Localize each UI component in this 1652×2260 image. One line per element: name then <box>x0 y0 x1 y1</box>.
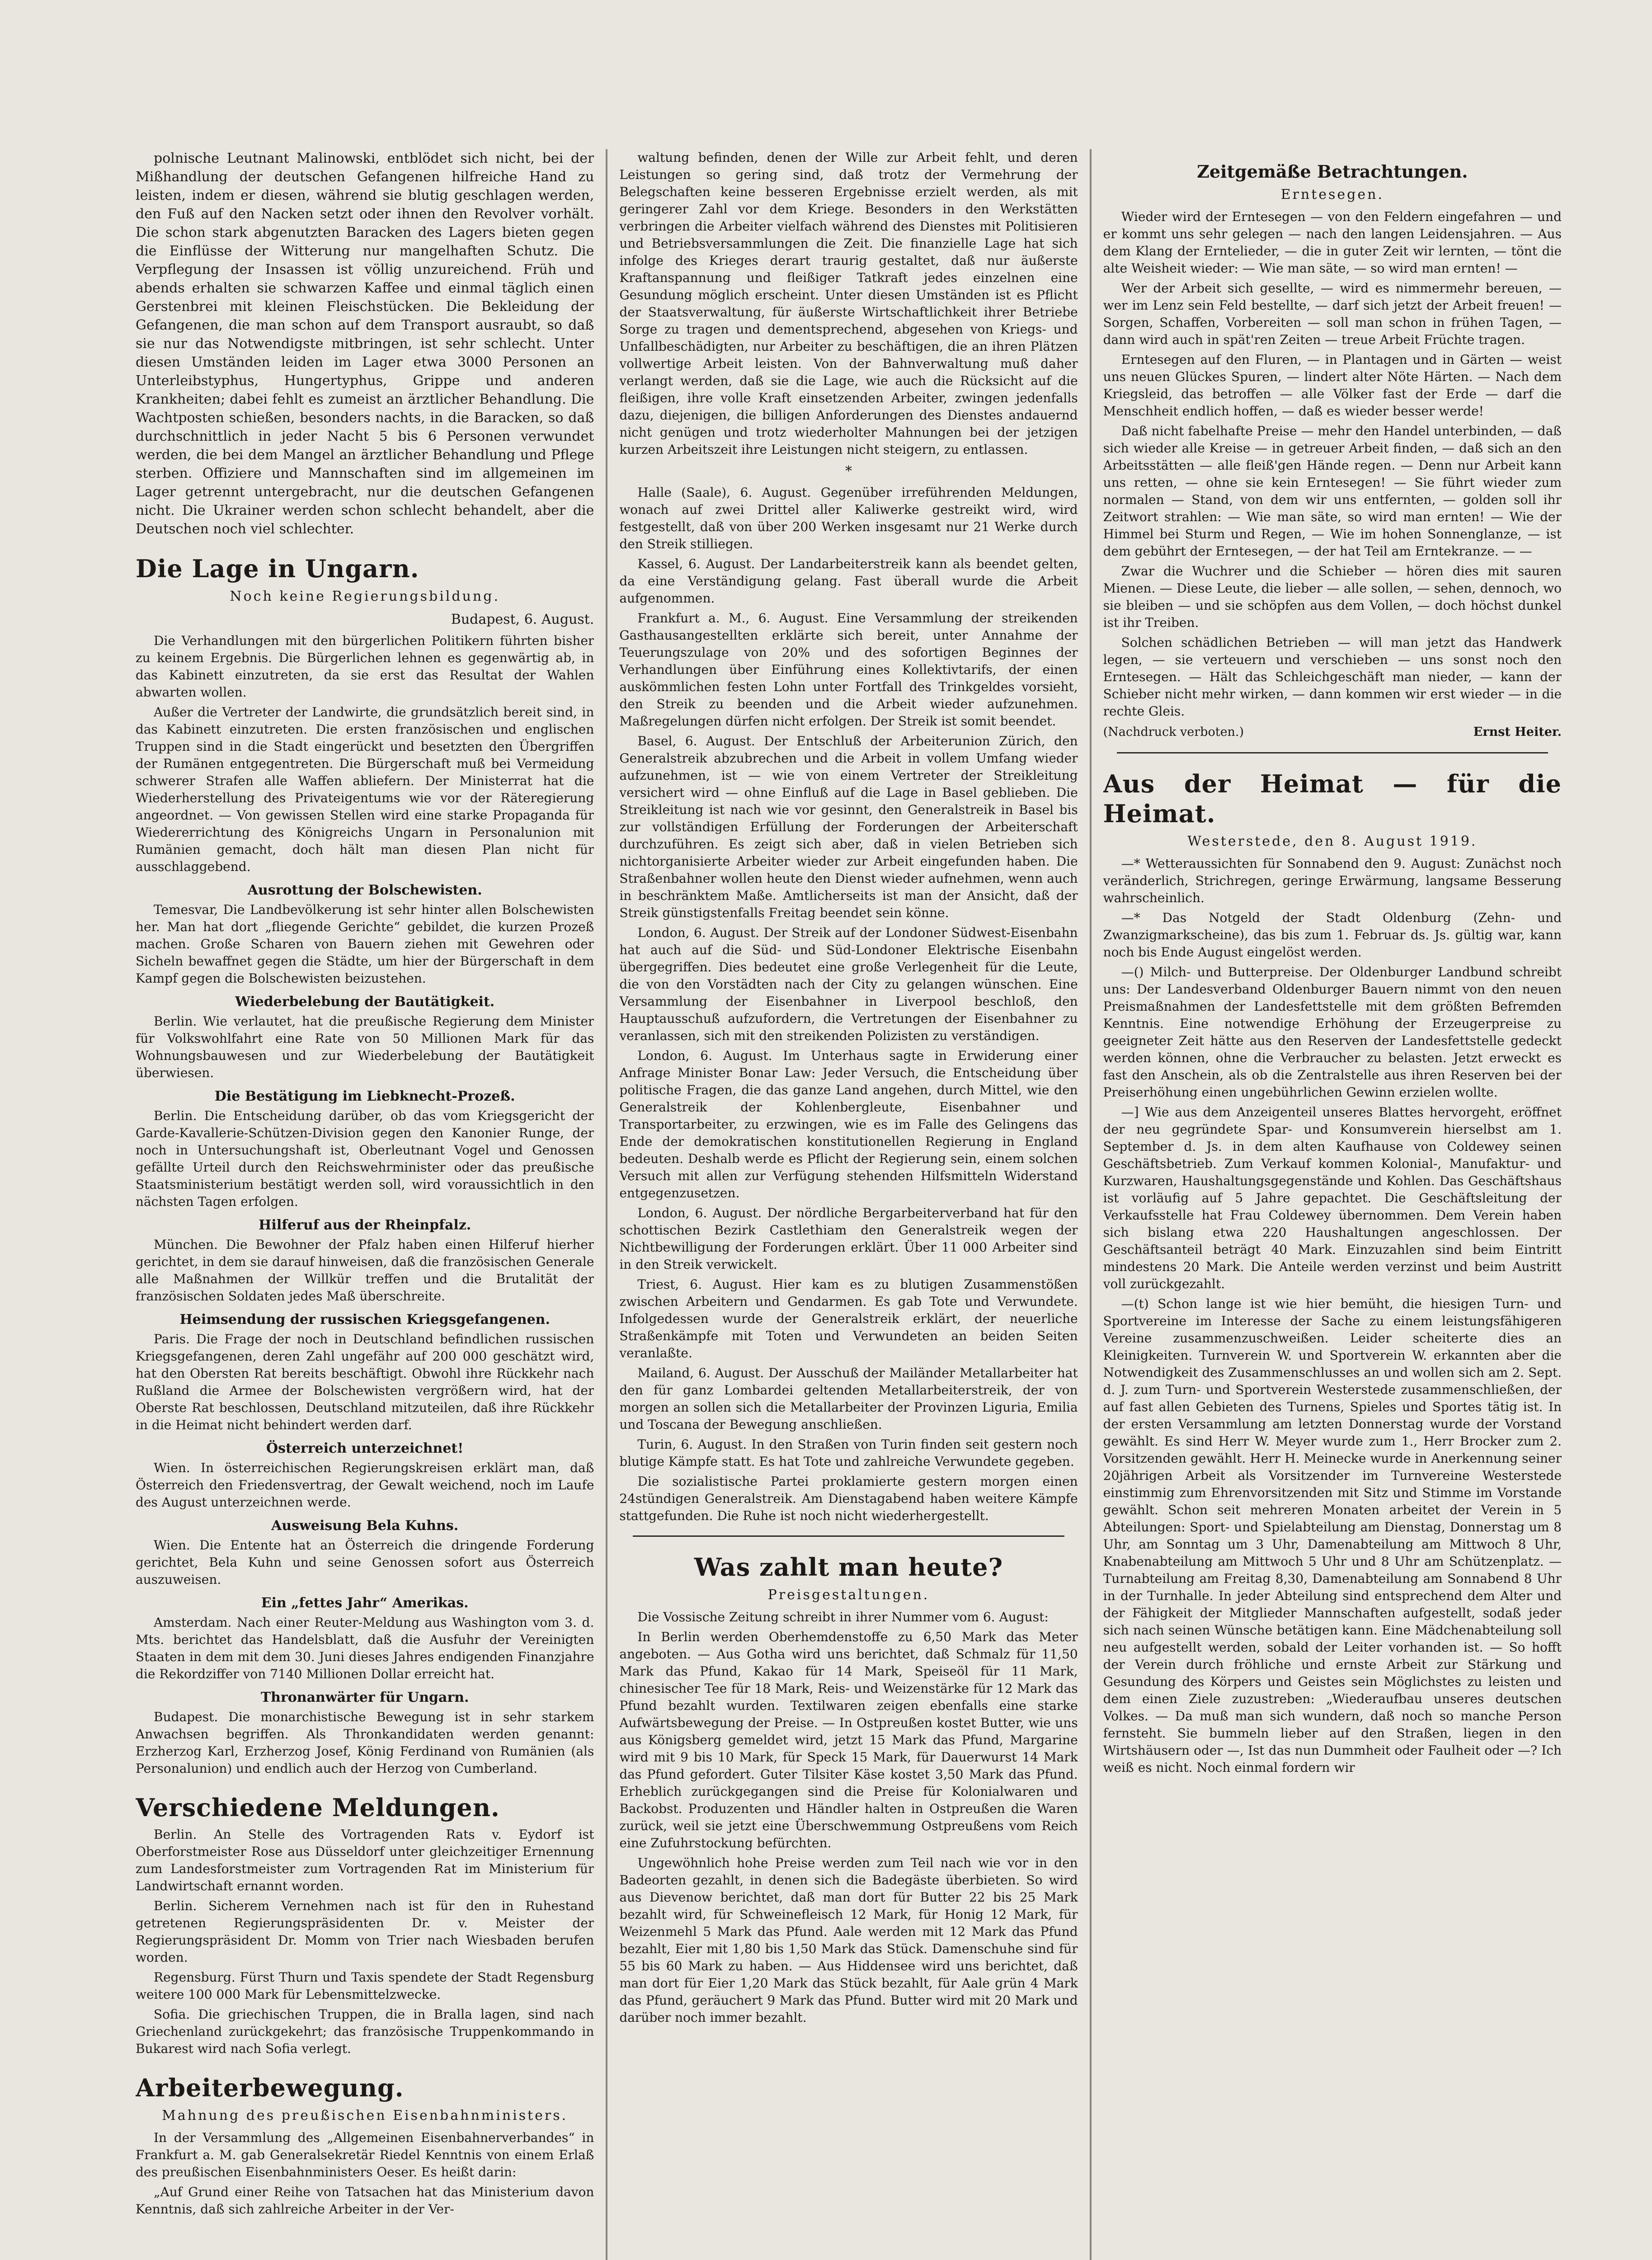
byline <box>1103 723 1562 741</box>
article-text: „Auf Grund einer Reihe von Tatsachen hat das Ministerium davon Kenntnis, daß sich zahlreiche Arbeiter in der Ver- <box>136 2185 594 2217</box>
article-text: Berlin. An Stelle des Vortragenden Rats v. Eydorf ist Oberforstmeister Rose aus Düsseldorf unter gleichzeitiger Ernennung zum Landesforstmeister zum Vortragenden Rat im Ministerium für Landwirtschaft ernannt worden. <box>136 1827 594 1893</box>
article-text: In der Versammlung des „Allgemeinen Eisenbahnerverbandes“ in Frankfurt a. M. gab Generalsekretär Riedel Kenntnis von einem Erlaß des preußischen Eisenbahnministers Oeser. Es heißt darin: <box>136 2130 594 2180</box>
article-text: Frankfurt a. M., 6. August. Eine Versammlung der streikenden Gasthausangestellten erklärte sich bereit, unter Annahme der Teuerungszulage von 20% und des sofortigen Beginnes der Verhandlungen über Einführung eines Kollektivtarifs, der einen auskömmlichen festen Lohn unter Fortfall des Trinkgeldes vorsieht, den Streik zu beenden und die Arbeit wieder aufzunehmen. Maßregelungen dürfen nicht erfolgen. Der Streik ist somit beendet. <box>619 611 1078 729</box>
article-text: —(t) Schon lange ist wie hier bemüht, die hiesigen Turn- und Sportvereine im Interesse der Sache zu einem leistungsfähigeren Vereine zusammenzuschweißen. Leider scheiterte dies an Kleinigkeiten. Turnverein W. und Sportverein W. erkannten aber die Notwendigkeit des Zusammenschlusses an und wollen sich am 2. Sept. d. J. zum Turn- und Sportverein Westerstede zusammenschließen, der auf fast allen Gebieten des Turnens, Spieles und Sportes tätig ist. In der ersten Versammlung am letzten Donnerstag wurde der Vorstand gewählt. Es sind Herr W. Meyer wurde zum 1., Herr Brocker zum 2. Vorsitzenden gewählt. Herr H. Meinecke wurde in Anerkennung seiner 20jährigen Arbeit als Vorsitzender im Turnvereine Westerstede einstimmig zum Ehrenvorsitzenden mit Sitz und Stimme im Vorstande gewählt. Schon seit mehreren Monaten arbeitet der Verein in 5 Abteilungen: Sport- und Spielabteilung am Dienstag, Donnerstag um 8 Uhr, am Sonntag um 3 Uhr, Damenabteilung am Mittwoch 8 Uhr, Knabenabteilung am Mittwoch 5 Uhr und 8 Uhr am Schützenplatz. — Turnabteilung am Freitag 8,30, Damenabteilung am Sonnabend 8 Uhr in der Turnhalle. In jeder Abteilung sind entsprechend dem Alter und der Fähigkeit der Mitglieder Mannschaften aufgestellt, sodaß jeder sich nach seinen Wünsche betätigen kann. Eine Mädchenabteilung soll neu aufgestellt werden, sobald der Leiter vorhanden ist. — So hofft der Verein durch fröhliche und ernste Arbeit zur Stärkung und Gesundung des Körpers und Geistes sein Möglichstes zu leisten und dem einen Ziele zuzustreben: „Wiederaufbau unseres deutschen Volkes. — Da muß man sich wundern, daß noch so manche Person fernsteht. Sie bummeln lieber auf den Straßen, liegen in den Wirtshäusern oder —, Ist das nun Dummheit oder Faulheit oder —? Ich weiß es nicht. Noch einmal fordern wir <box>1103 1296 1562 1775</box>
headline-aus-der-heimat: Aus der Heimat — für die Heimat. <box>1103 769 1562 828</box>
article-text: Regensburg. Fürst Thurn und Taxis spendete der Stadt Regensburg weitere 100 000 Mark für Lebensmittelzwecke. <box>136 1970 594 2002</box>
article-text: Paris. Die Frage der noch in Deutschland befindlichen russischen Kriegsgefangenen, deren Zahl ungefähr auf 200 000 geschätzt wird, hat den Obersten Rat bereits beschäftigt. Obwohl ihre Rückkehr nach Rußland die Armee der Bolschewisten vergrößern wird, hat der Oberste Rat beschlossen, Deutschland mitzuteilen, daß ihre Rückkehr in die Heimat nicht behindert werden darf. <box>136 1332 594 1432</box>
article-text: Budapest. Die monarchistische Bewegung ist in sehr starkem Anwachsen begriffen. Als Thronkandidaten werden genannt: Erzherzog Karl, Erzherzog Josef, König Ferdinand von Rumänien (als Personalunion) und endlich auch der Herzog von Cumberland. <box>136 1709 594 1776</box>
article-text: Sofia. Die griechischen Truppen, die in Bralla lagen, sind nach Griechenland zurückgekehrt; das französische Truppenkommando in Bukarest wird nach Sofia verlegt. <box>136 2007 594 2056</box>
subheadline: Ausrottung der Bolschewisten. <box>247 882 482 898</box>
article-text: London, 6. August. Im Unterhaus sagte in Erwiderung einer Anfrage Minister Bonar Law: Jeder Versuch, die Entscheidung über politische Fragen, die das ganze Land angehen, durch Mittel, wie den Generalstreik der Kohlenbergleute, Eisenbahner und Transportarbeiter, zu erzwingen, wie es im Falle des Gelingens das Ende der demokratischen konstitutionellen Regierung in England bedeuten. Deshalb werde es Pflicht der Regierung sein, einem solchen Versuch mit allen zur Verfügung stehenden Hilfsmitteln Widerstand entgegenzusetzen. <box>619 1048 1078 1201</box>
column-divider <box>606 149 607 2260</box>
subheadline: Österreich unterzeichnet! <box>266 1441 464 1456</box>
article-text: Triest, 6. August. Hier kam es zu blutigen Zusammenstößen zwischen Arbeitern und Gendarmen. Es gab Tote und Verwundete. Infolgedessen wurde der Generalstreik erklärt, der neuerliche Straßenkämpfe mit Toten und Verwundeten an beiden Seiten veranlaßte. <box>619 1277 1078 1361</box>
article-text: Mailand, 6. August. Der Ausschuß der Mailänder Metallarbeiter hat den für ganz Lombardei geltenden Metallarbeiterstreik, der von morgen an sollen sich die Metallarbeiter der Provinzen Liguria, Emilia und Toscana der Bewegung anschließen. <box>619 1365 1078 1432</box>
article-text: London, 6. August. Der Streik auf der Londoner Südwest-Eisenbahn hat auch auf die Süd- und Süd-Londoner Elektrische Eisenbahn übergegriffen. Dies bedeutet eine große Verlegenheit für die Leute, die von den Vorstädten nach der City zu gelangen wünschen. Eine Versammlung der Eisenbahner in Liverpool beschloß, den Hauptausschuß aufzufordern, die Vertretungen der Eisenbahner zu veranlassen, sich mit den streikenden Polizisten zu verständigen. <box>619 925 1078 1043</box>
article-text: London, 6. August. Der nördliche Bergarbeiterverband hat für den schottischen Bezirk Castlethiam den Generalstreik wegen der Nichtbewilligung der Forderungen erklärt. Über 11 000 Arbeiter sind in den Streik verwickelt. <box>619 1205 1078 1272</box>
poem-stanza: Wer der Arbeit sich gesellte, — wird es nimmermehr bereuen, — wer im Lenz sein Feld bestellte, — darf sich jetzt der Arbeit freuen! — Sorgen, Schaffen, Vorbereiten — soll man schon in frühen Tagen, — dann wird auch in spät'ren Zeiten — treue Arbeit Früchte tragen. <box>1103 281 1562 347</box>
subheadline: Die Bestätigung im Liebknecht-Prozeß. <box>214 1088 515 1104</box>
article-text: Wien. Die Entente hat an Österreich die dringende Forderung gerichtet, Bela Kuhn und seine Genossen sofort aus Österreich auszuweisen. <box>136 1538 594 1587</box>
newspaper-page <box>136 149 1562 2260</box>
article-text: Die Verhandlungen mit den bürgerlichen Politikern führten bisher zu keinem Ergebnis. Die Bürgerlichen lehnen es gegenwärtig ab, in das Kabinett einzutreten, da sie erst das Resultat der Wahlen abwarten wollen. <box>136 633 594 700</box>
article-text: Die Vossische Zeitung schreibt in ihrer Nummer vom 6. August: <box>637 1610 1049 1624</box>
subheadline: Mahnung des preußischen Eisenbahnministers. <box>162 2108 568 2123</box>
headline-ungarn: Die Lage in Ungarn. <box>136 554 419 583</box>
poem-stanza: Zwar die Wuchrer und die Schieber — hören dies mit sauren Mienen. — Diese Leute, die lieber — alle sollen, — sehen, dennoch, wo sie bleiben — und sie schöpfen aus dem Vollen, — doch höchst dunkel ist ihr Treiben. <box>1103 564 1562 630</box>
article-text: Kassel, 6. August. Der Landarbeiterstreik kann als beendet gelten, da eine Verständigung gelang. Fast überall wurde die Arbeit aufgenommen. <box>619 556 1078 606</box>
column-2 <box>619 149 1078 2260</box>
article-text: Amsterdam. Nach einer Reuter-Meldung aus Washington vom 3. d. Mts. berichtet das Handelsblatt, daß die Ausfuhr der Vereinigten Staaten in dem mit dem 30. Juni dieses Jahres endigenden Finanzjahre die Rekordziffer von 7140 Millionen Dollar erreicht hat. <box>136 1615 594 1681</box>
column-3 <box>1103 149 1562 2260</box>
article-text: Wien. In österreichischen Regierungskreisen erklärt man, daß Österreich den Friedensvertrag, der Gewalt weichend, noch im Laufe des August unterzeichnen werde. <box>136 1460 594 1510</box>
subheadline: Erntesegen. <box>1280 187 1384 202</box>
headline-verschiedene: Verschiedene Meldungen. <box>136 1793 500 1822</box>
article-text: Berlin. Wie verlautet, hat die preußische Regierung dem Minister für Volkswohlfahrt eine Rate von 50 Millionen Mark für das Wohnungsbauwesen und zur Wiederbelebung der Bautätigkeit überwiesen. <box>136 1014 594 1080</box>
dateline: Budapest, 6. August. <box>451 612 594 627</box>
author-name: Ernst Heiter. <box>1473 725 1562 739</box>
poem-stanza: Erntesegen auf den Fluren, — in Plantagen und in Gärten — weist uns neuen Glückes Spuren, — lindert alter Nöte Härten. — Nach dem Kriegsleid, das betroffen — alle Völker fast der Erde — darf die Menschheit endlich hoffen, — daß es wieder besser werde! <box>1103 352 1562 419</box>
column-divider <box>1090 149 1092 2260</box>
headline-was-zahlt-man: Was zahlt man heute? <box>694 1553 1003 1582</box>
section-star: * <box>845 463 852 479</box>
article-text: München. Die Bewohner der Pfalz haben einen Hilferuf hierher gerichtet, in dem sie darauf hinweisen, daß die französischen Generale alle Maßnahmen der Willkür treffen und die Brutalität der französischen Soldaten jedes Maß überschreite. <box>136 1237 594 1304</box>
reprint-note: (Nachdruck verboten.) <box>1103 725 1244 739</box>
article-text: —] Wie aus dem Anzeigenteil unseres Blattes hervorgeht, eröffnet der neu gegründete Spar- und Konsumverein hierselbst am 1. September d. Js. in dem alten Kaufhause von Coldewey seinen Geschäftsbetrieb. Zum Verkauf kommen Kolonial-, Manufaktur- und Kurzwaren, Haushaltungsgegenstände und Kohlen. Das Geschäftshaus ist vorläufig auf 5 Jahre gepachtet. Die Geschäftsleitung der Verkaufsstelle hat Frau Coldewey übernommen. Dem Verein haben sich bislang etwa 220 Haushaltungen angeschlossen. Der Geschäftsanteil beträgt 40 Mark. Einzuzahlen sind beim Eintritt mindestens 20 Mark. Die Anteile werden verzinst und beim Austritt voll zurückgezahlt. <box>1103 1105 1562 1291</box>
article-text: Die sozialistische Partei proklamierte gestern morgen einen 24stündigen Generalstreik. Am Dienstagabend haben weitere Kämpfe stattgefunden. Die Ruhe ist noch nicht wiederhergestellt. <box>619 1474 1078 1523</box>
column-1 <box>136 149 594 2260</box>
article-text: In Berlin werden Oberhemdenstoffe zu 6,50 Mark das Meter angeboten. — Aus Gotha wird uns berichtet, daß Schmalz für 11,50 Mark das Pfund, Kakao für 14 Mark, Speiseöl für 11 Mark, chinesischer Tee für 18 Mark, Reis- und Weizenstärke für 12 Mark das Pfund bezahlt wurden. Textilwaren zeigen ebenfalls eine starke Aufwärtsbewegung der Preise. — In Ostpreußen kostet Butter, wie uns aus Königsberg gemeldet wird, jetzt 15 Mark das Pfund, Margarine wird mit 9 bis 10 Mark, für Speck 15 Mark, für Dauerwurst 14 Mark das Pfund gefordert. Guter Tilsiter Käse kostet 3,50 Mark das Pfund. Erheblich zurückgegangen sind die Preise für Kolonialwaren und Backobst. Produzenten und Händler halten in Ostpreußen die Waren zurück, weil sie jetzt eine Überschwemmung Ostpreußens vom Reich eine Zufuhrstockung befürchten. <box>619 1629 1078 1850</box>
poem-stanza: Daß nicht fabelhafte Preise — mehr den Handel unterbinden, — daß sich wieder alle Kreise — in getreuer Arbeit finden, — daß sich an den Arbeitsstätten — alle fleiß'gen Hände regen. — Denn nur Arbeit kann uns retten, — ohne sie kein Erntesegen! — Sie führt wieder zum normalen — Stand, von dem wir uns entfernten, — golden soll ihr Zeitwort strahlen: — Wie man säte, so wird man ernten! — Wie der Himmel bei Sturm und Regen, — Wie im hohen Sonnenglanze, — ist dem gebührt der Erntesegen, — der hat Teil am Erntekranze. — — <box>1103 424 1562 559</box>
section-divider <box>1117 752 1548 753</box>
article-text: Temesvar, Die Landbevölkerung ist sehr hinter allen Bolschewisten her. Man hat dort „fliegende Gerichte“ gebildet, die kurzen Prozeß machen. Große Scharen von Bauern ziehen mit Gewehren oder Sicheln bewaffnet gegen die Städte, um hier der Bürgerschaft in dem Kampf gegen die Bolschewisten beizustehen. <box>136 902 594 986</box>
subheadline: Wiederbelebung der Bautätigkeit. <box>235 994 495 1010</box>
section-divider <box>633 1535 1064 1537</box>
article-text: Turin, 6. August. In den Straßen von Turin finden seit gestern noch blutige Kämpfe statt. Es hat Tote und zahlreiche Verwundete gegeben. <box>619 1437 1078 1469</box>
subheadline: Hilferuf aus der Rheinpfalz. <box>259 1217 471 1233</box>
article-text: polnische Leutnant Malinowski, entblödet sich nicht, bei der Mißhandlung der deutschen Gefangenen hilfreiche Hand zu leisten, indem er diesen, während sie blutig geschlagen werden, den Fuß auf den Nacken setzt oder ihnen den Revolver vorhält. Die schon stark abgenutzten Baracken des Lagers bieten gegen die Einflüsse der Witterung nur mangelhaften Schutz. Die Verpflegung der Insassen ist völlig unzureichend. Früh und abends erhalten sie schwarzen Kaffee und einmal täglich einen Gerstenbrei mit kleinen Fleischstücken. Die Bekleidung der Gefangenen, die man schon auf dem Transport ausraubt, so daß sie nur das Notwendigste mitbringen, ist sehr schlecht. Unter diesen Umständen leiden im Lager etwa 3000 Personen an Unterleibstyphus, Hungertyphus, Grippe und anderen Krankheiten; dabei fehlt es zumeist an ärztlicher Behandlung. Die Wachtposten schießen, besonders nachts, in die Baracken, so daß durchschnittlich in jeder Nacht 5 bis 6 Personen verwundet werden, die bei dem Mangel an ärztlicher Behandlung und Pflege sterben. Offiziere und Mannschaften sind im allgemeinen im Lager getrennt untergebracht, nur die deutschen Gefangenen nicht. Die Ukrainer werden schon schlecht behandelt, aber die Deutschen noch viel schlechter. <box>136 151 594 537</box>
poem-stanza: Solchen schädlichen Betrieben — will man jetzt das Handwerk legen, — sie verteuern und verschieben — uns sonst noch den Erntesegen. — Hält das Schleichgeschäft man nieder, — kann der Schieber nicht mehr wirken, — dann kommen wir erst wieder — in die rechte Gleis. <box>1103 635 1562 719</box>
article-text: —* Wetteraussichten für Sonnabend den 9. August: Zunächst noch veränderlich, Strichregen, geringe Erwärmung, langsame Besserung wahrscheinlich. <box>1103 856 1562 905</box>
article-text: Ungewöhnlich hohe Preise werden zum Teil nach wie vor in den Badeorten gezahlt, in denen sich die Badegäste überbieten. So wird aus Dievenow berichtet, daß man dort für Butter 22 bis 25 Mark bezahlt wird, für Schweinefleisch 12 Mark, für Honig 12 Mark, für Weizenmehl 5 Mark das Pfund. Aale werden mit 12 Mark das Pfund bezahlt, Eier mit 1,80 bis 1,50 Mark das Stück. Damenschuhe sind für 55 bis 60 Mark zu haben. — Aus Hiddensee wird uns berichtet, daß man dort für Eier 1,20 Mark das Stück bezahlt, für Aale grün 4 Mark das Pfund, geräuchert 9 Mark das Pfund. Butter wird mit 20 Mark und darüber noch immer bezahlt. <box>619 1855 1078 2025</box>
subheadline: Preisgestaltungen. <box>767 1587 930 1603</box>
subheadline: Noch keine Regierungsbildung. <box>230 589 500 604</box>
subheadline: Thronanwärter für Ungarn. <box>260 1690 469 1705</box>
article-text: Berlin. Die Entscheidung darüber, ob das vom Kriegsgericht der Garde-Kavallerie-Schützen-Division gegen den Kanonier Runge, der noch in Untersuchungshaft ist, Oberleutnant Vogel und Genossen gefällte Urteil durch den Reichswehrminister oder das preußische Staatsministerium bestätigt werden soll, wird voraussichtlich in den nächsten Tagen erfolgen. <box>136 1108 594 1209</box>
subheadline: Heimsendung der russischen Kriegsgefangenen. <box>179 1312 550 1328</box>
article-text: Halle (Saale), 6. August. Gegenüber irreführenden Meldungen, wonach auf zwei Drittel aller Kaliwerke gestreikt wird, wird festgestellt, daß von über 200 Werken insgesamt nur 21 Werke durch den Streik stilliegen. <box>619 485 1078 551</box>
headline-zeitgemaesse: Zeitgemäße Betrachtungen. <box>1197 161 1468 182</box>
poem-stanza: Wieder wird der Erntesegen — von den Feldern eingefahren — und er kommt uns sehr gelegen — nach den langen Leidensjahren. — Aus dem Klang der Erntelieder, — die in guter Zeit wir lernten, — tönt die alte Weisheit wieder: — Wie man säte, — so wird man ernten! — <box>1103 209 1562 276</box>
article-text: —* Das Notgeld der Stadt Oldenburg (Zehn- und Zwanzigmarkscheine), das bis zum 1. Februar ds. Js. gültig war, kann noch bis Ende August eingelöst werden. <box>1103 910 1562 960</box>
article-text: Basel, 6. August. Der Entschluß der Arbeiterunion Zürich, den Generalstreik abzubrechen und die Arbeit in vollem Umfang wieder aufzunehmen, ist — wie von einem Vertreter der Streikleitung versichert wird — ohne Einfluß auf die Lage in Basel geblieben. Die Streikleitung ist nach wie vor gesinnt, den Generalstreik in Basel bis zur vollständigen Erfüllung der Forderungen der Arbeiterschaft durchzuführen. Es zeigt sich aber, daß in vielen Betrieben sich nichtorganisierte Arbeiter wieder zur Arbeit eingefunden haben. Die Straßenbahner wollen heute den Dienst wieder aufnehmen, wenn auch in beschränktem Maße. Amtlicherseits ist man der Ansicht, daß der Streik günstigstenfalls Freitag beendet sein könne. <box>619 734 1078 920</box>
headline-arbeiterbewegung: Arbeiterbewegung. <box>136 2073 404 2102</box>
dateline: Westerstede, den 8. August 1919. <box>1187 833 1478 849</box>
article-text: waltung befinden, denen der Wille zur Arbeit fehlt, und deren Leistungen so gering sind, daß trotz der Vermehrung der Belegschaften keine besseren Ergebnisse erzielt werden, als mit geringerer Zahl vor dem Kriege. Besonders in den Werkstätten verbringen die Arbeiter vielfach während des Dienstes mit Politisieren und Betriebsversammlungen die Zeit. Die finanzielle Lage hat sich infolge des Krieges derart traurig gestaltet, daß nur äußerste Kraftanspannung und fleißiger Tatkraft jedes einzelnen eine Gesundung möglich erscheint. Unter diesen Umständen ist es Pflicht der Staatsverwaltung, für äußerste Wirtschaftlichkeit ihrer Betriebe Sorge zu tragen und dementsprechend, abgesehen von Kriegs- und Unfallbeschädigten, nur Arbeiter zu beschäftigen, die an ihren Plätzen vollwertige Arbeit leisten. Von der Bahnverwaltung muß daher verlangt werden, daß sie die Lage, wie auch die Rücksicht auf die fleißigen, ihre volle Kraft einsetzenden Arbeiter, zwingen jedenfalls dazu, diejenigen, die billigen Anforderungen des Dienstes andauernd nicht genügen und trotz wiederholter Mahnungen bei der jetzigen kurzen Arbeitszeit ihre Leistungen nicht steigern, zu entlassen. <box>619 150 1078 457</box>
article-text: Außer die Vertreter der Landwirte, die grundsätzlich bereit sind, in das Kabinett einzutreten. Die ersten französischen und englischen Truppen sind in die Stadt eingerückt und besetzten den Übergriffen der Rumänen entgegentreten. Die Bürgerschaft muß bei Vermeidung schwerer Strafen alle Waffen abliefern. Der Ministerrat hat die Wiederherstellung des Privateigentums wie vor der Räteregierung angeordnet. — Von gewissen Stellen wird eine starke Propaganda für Wiedererrichtung des Königreichs Ungarn in Personalunion mit Rumänien gemacht, doch hält man diesen Plan nicht für ausschlaggebend. <box>136 705 594 874</box>
article-text: —() Milch- und Butterpreise. Der Oldenburger Landbund schreibt uns: Der Landesverband Oldenburger Bauern nimmt von den neuen Preismaßnahmen der Landesfettstelle mit dem größten Befremden Kenntnis. Eine notwendige Erhöhung der Erzeugerpreise zu geeigneter Zeit hätte aus den Reserven der Landesfettstelle gedeckt werden können, ohne die Verbraucher zu belasten. Jetzt erweckt es fast den Anschein, als ob die Zentralstelle aus ihren Reserven bei der Preiserhöhung einen ungebührlichen Gewinn erzielen wollte. <box>1103 965 1562 1100</box>
article-text: Berlin. Sicherem Vernehmen nach ist für den in Ruhestand getretenen Regierungspräsidenten Dr. v. Meister der Regierungspräsident Dr. Momm von Trier nach Wiesbaden berufen worden. <box>136 1898 594 1965</box>
subheadline: Ein „fettes Jahr“ Amerikas. <box>261 1595 469 1611</box>
subheadline: Ausweisung Bela Kuhns. <box>271 1518 459 1534</box>
